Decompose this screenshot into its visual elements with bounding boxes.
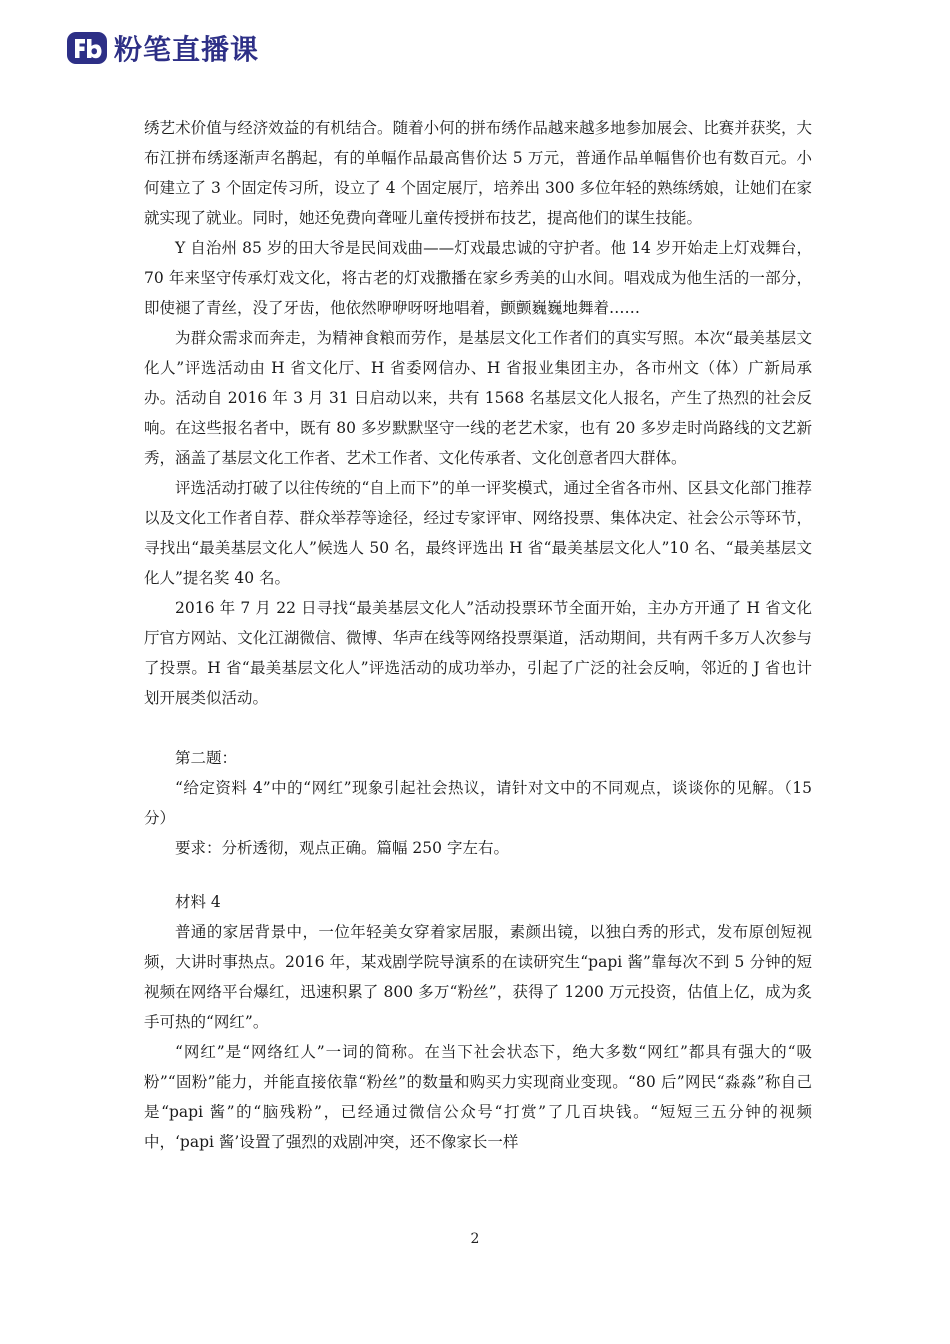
paragraph-papi: 普通的家居背景中，一位年轻美女穿着家居服，素颜出镜，以独白秀的形式，发布原创短视频，大讲时事热点。2016 年，某戏剧学院导演系的在读研究生“papi 酱”靠每次不到 5 分钟的短视频在网络平台爆红，迅速积累了 800 多万“粉丝”，获得了 1200 万元投资，估值上亿，成为炙手可热的“网红”。: [144, 923, 812, 1031]
spacer: [144, 863, 812, 887]
fenbi-fb-logo-icon: [66, 31, 108, 65]
material-title: 材料 4: [175, 893, 221, 911]
page-number: 2: [470, 1231, 480, 1247]
paragraph-continued: 绣艺术价值与经济效益的有机结合。随着小何的拼布绣作品越来越多地参加展会、比赛并获奖，大布江拼布绣逐渐声名鹊起，有的单幅作品最高售价达 5 万元，普通作品单幅售价也有数百元。小何建立了 3 个固定传习所，设立了 4 个固定展厅，培养出 300 多位年轻的熟练绣娘，让她们在家就实现了就业。同时，她还免费向聋哑儿童传授拼布技艺，提高他们的谋生技能。: [144, 119, 812, 227]
paragraph-wanghong: “网红”是“网络红人”一词的简称。在当下社会状态下，绝大多数“网红”都具有强大的“吸粉”“固粉”能力，并能直接依靠“粉丝”的数量和购买力实现商业变现。“80 后”网民“淼淼”称自己是“papi 酱”的“脑残粉”，已经通过微信公众号“打赏”了几百块钱。“短短三五分钟的视频中，‘papi 酱’设置了强烈的戏剧冲突，还不像家长一样: [144, 1043, 812, 1151]
paragraph-vote: 2016 年 7 月 22 日寻找“最美基层文化人”活动投票环节全面开始，主办方开通了 H 省文化厅官方网站、文化江湖微信、微博、华声在线等网络投票渠道，活动期间，共有两千多万人次参与了投票。H 省“最美基层文化人”评选活动的成功举办，引起了广泛的社会反响，邻近的 J 省也计划开展类似活动。: [144, 599, 812, 707]
question-two-prompt: “给定资料 4”中的“网红”现象引起社会热议，请针对文中的不同观点，谈谈你的见解。（15 分）: [144, 779, 812, 827]
paragraph-tian: Y 自治州 85 岁的田大爷是民间戏曲——灯戏最忠诚的守护者。他 14 岁开始走上灯戏舞台，70 年来坚守传承灯戏文化，将古老的灯戏撒播在家乡秀美的山水间。唱戏成为他生活的一部分，即使褪了青丝，没了牙齿，他依然咿咿呀呀地唱着，颤颤巍巍地舞着……: [144, 239, 812, 317]
logo-text: 粉笔直播课: [114, 33, 260, 66]
question-two-requirement: 要求：分析透彻，观点正确。篇幅 250 字左右。: [175, 839, 509, 857]
document-body: [144, 113, 812, 1157]
paragraph-masses: 为群众需求而奔走，为精神食粮而劳作，是基层文化工作者们的真实写照。本次“最美基层文化人”评选活动由 H 省文化厅、H 省委网信办、H 省报业集团主办，各市州文（体）广新局承办。活动自 2016 年 3 月 31 日启动以来，共有 1568 名基层文化人报名，产生了热烈的社会反响。在这些报名者中，既有 80 多岁默默坚守一线的老艺术家，也有 20 多岁走时尚路线的文艺新秀，涵盖了基层文化工作者、艺术工作者、文化传承者、文化创意者四大群体。: [144, 329, 812, 467]
paragraph-selection: 评选活动打破了以往传统的“自上而下”的单一评奖模式，通过全省各市州、区县文化部门推荐以及文化工作者自荐、群众举荐等途径，经过专家评审、网络投票、集体决定、社会公示等环节，寻找出“最美基层文化人”候选人 50 名，最终评选出 H 省“最美基层文化人”10 名、“最美基层文化人”提名奖 40 名。: [144, 479, 812, 587]
spacer: [144, 713, 812, 743]
header: [66, 28, 259, 68]
question-two-title: 第二题：: [175, 749, 238, 767]
